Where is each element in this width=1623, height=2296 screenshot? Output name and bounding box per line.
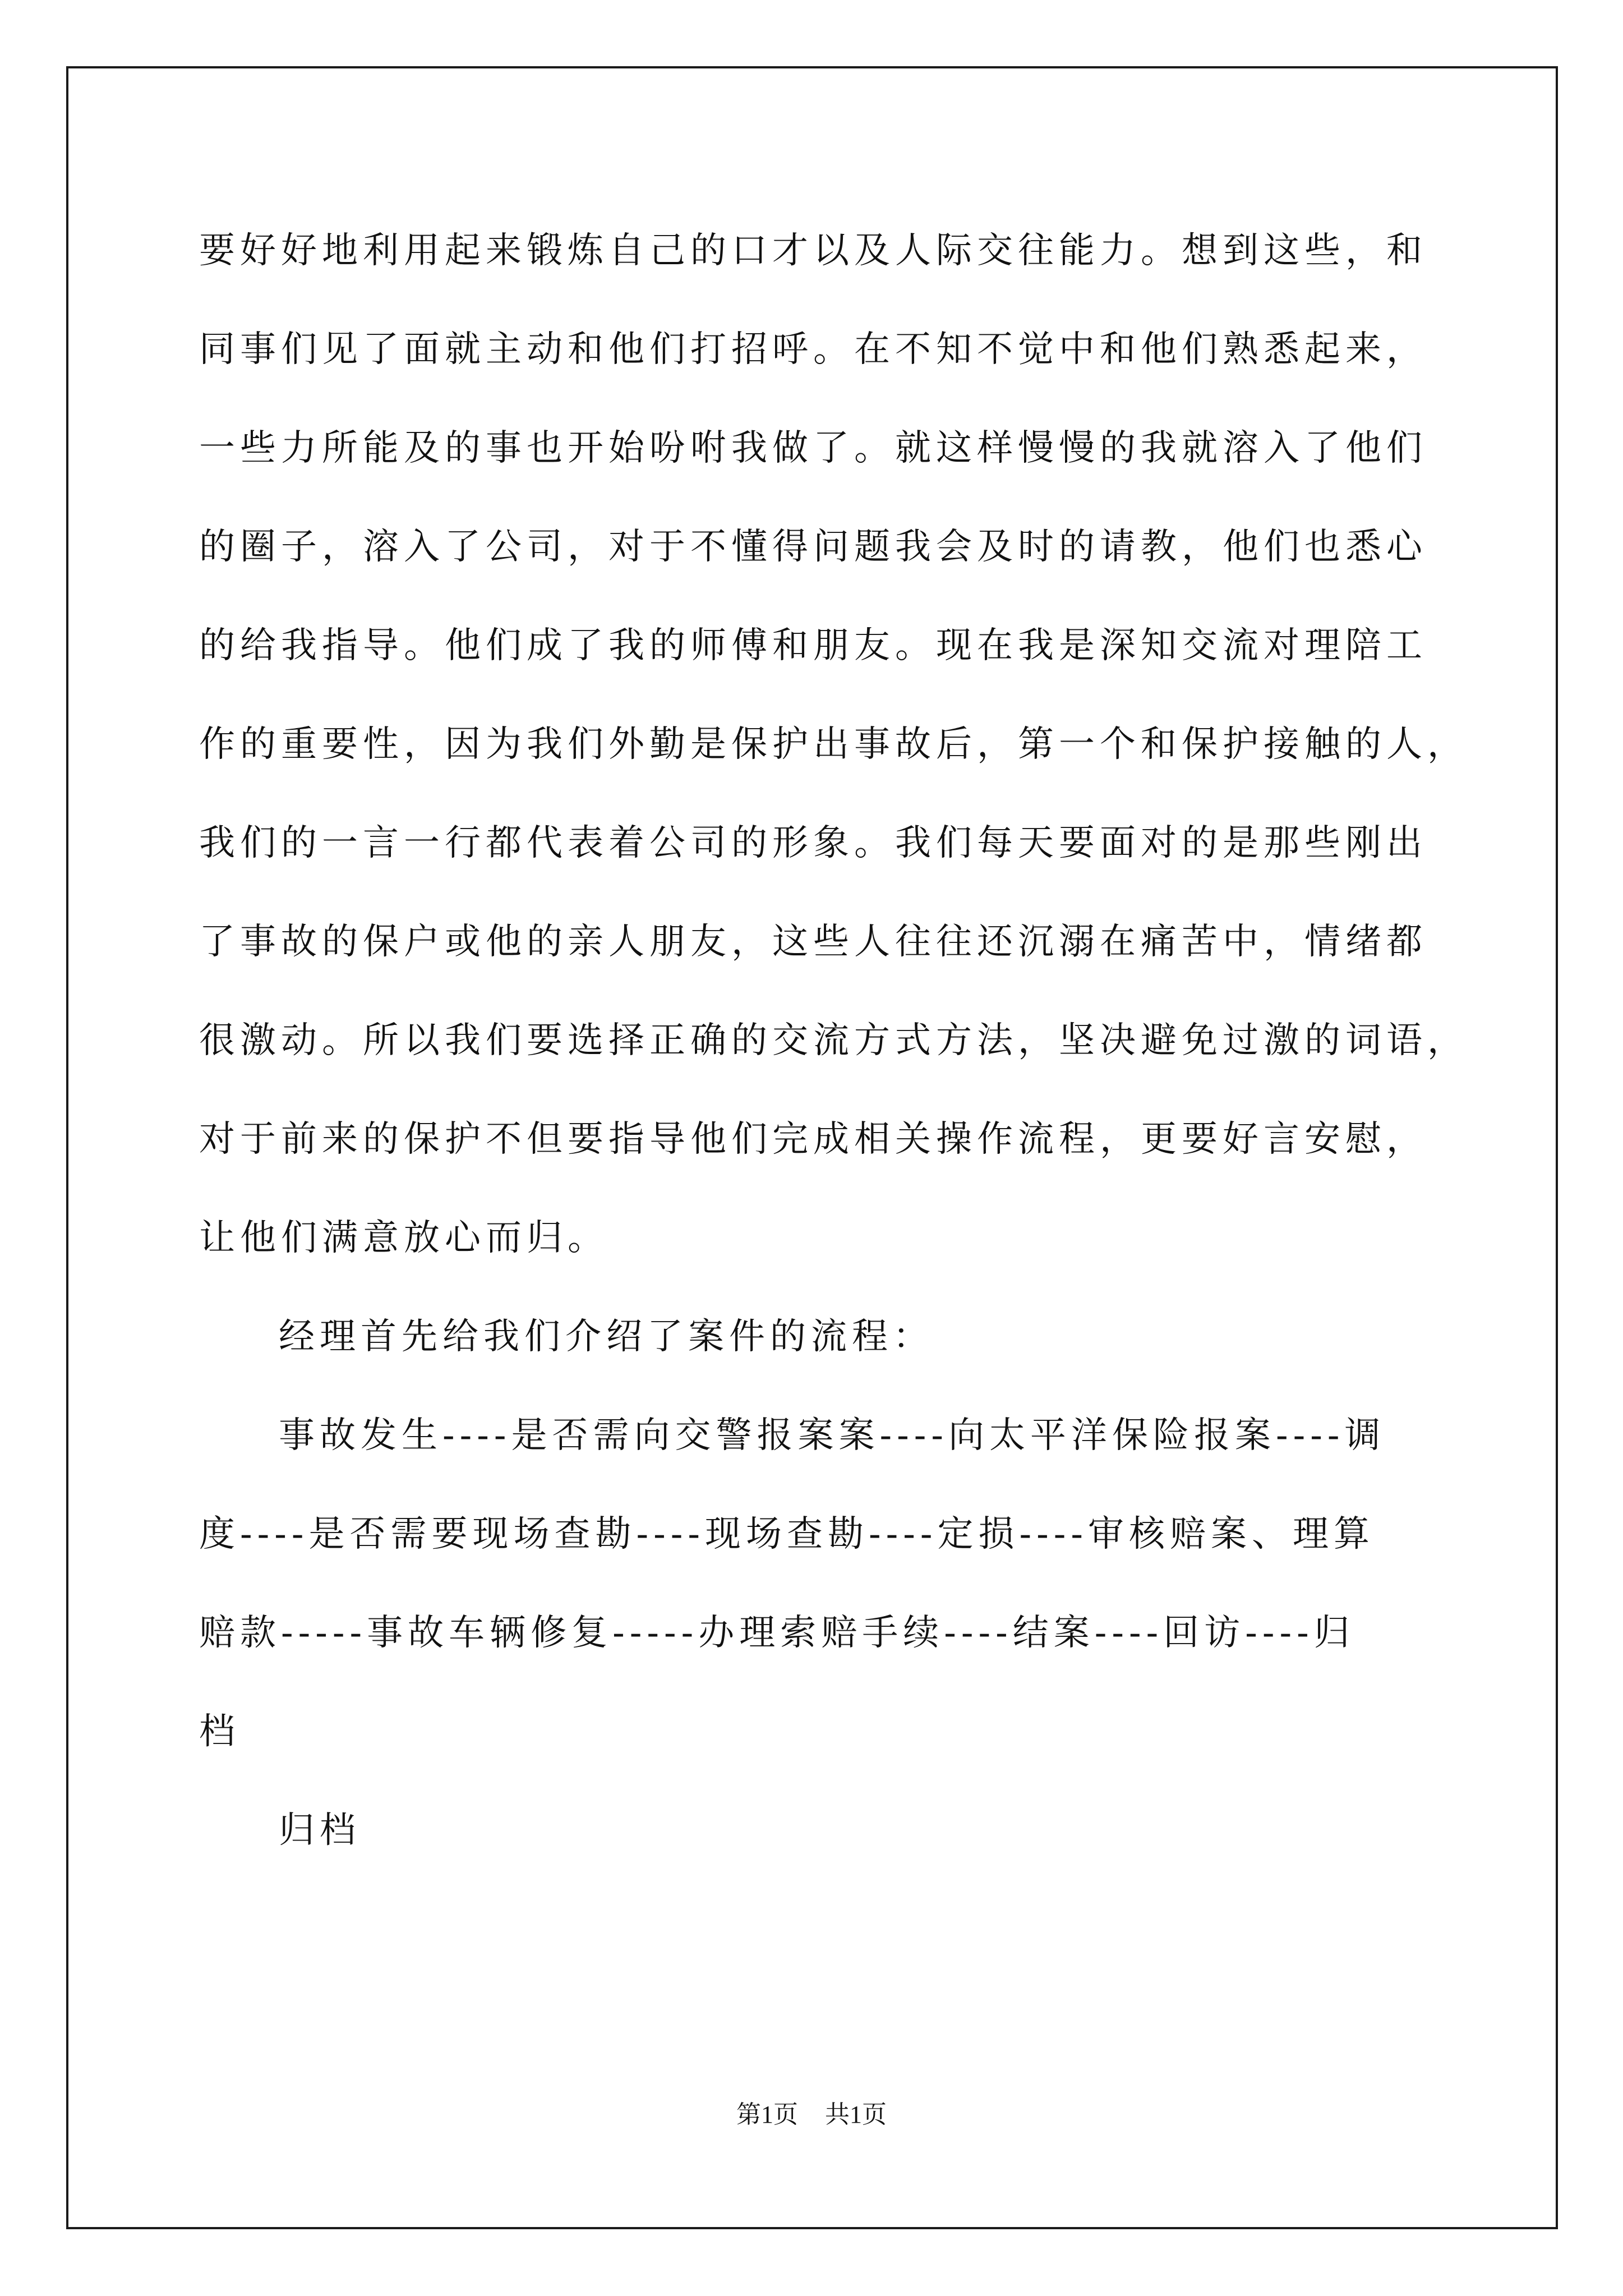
page-total: 共1页 <box>825 2101 887 2128</box>
document-body <box>199 209 1468 1887</box>
paragraph-start-line: 归档 <box>279 1810 361 1851</box>
text-line: 一些力所能及的事也开始吩咐我做了。就这样慢慢的我就溶入了他们 <box>199 427 1427 469</box>
paragraph-start-line: 事故发生----是否需向交警报案案----向太平洋保险报案----调 <box>279 1415 1386 1456</box>
text-line: 的圈子，溶入了公司，对于不懂得问题我会及时的请教，他们也悉心 <box>199 526 1427 568</box>
text-line: 的给我指导。他们成了我的师傅和朋友。现在我是深知交流对理陪工 <box>199 625 1427 666</box>
text-line: 了事故的保户或他的亲人朋友，这些人往往还沉溺在痛苦中，情绪都 <box>199 921 1427 963</box>
text-line: 度----是否需要现场查勘----现场查勘----定损----审核赔案、理算 <box>199 1513 1375 1555</box>
text-line: 同事们见了面就主动和他们打招呼。在不知不觉中和他们熟悉起来， <box>199 329 1427 370</box>
text-line: 赔款-----事故车辆修复-----办理索赔手续----结案----回访----归 <box>199 1612 1355 1654</box>
text-line: 对于前来的保护不但要指导他们完成相关操作流程，更要好言安慰， <box>199 1119 1427 1160</box>
text-line: 要好好地利用起来锻炼自己的口才以及人际交往能力。想到这些，和 <box>199 230 1427 272</box>
page-footer <box>0 2098 1623 2132</box>
text-line: 作的重要性，因为我们外勤是保护出事故后，第一个和保护接触的人， <box>199 724 1468 765</box>
text-line: 我们的一言一行都代表着公司的形象。我们每天要面对的是那些刚出 <box>199 822 1427 864</box>
text-line: 很激动。所以我们要选择正确的交流方式方法，坚决避免过激的词语， <box>199 1020 1468 1061</box>
text-line: 让他们满意放心而归。 <box>199 1217 608 1259</box>
text-line: 档 <box>199 1711 240 1752</box>
page-number: 第1页 <box>736 2101 798 2128</box>
paragraph-start-line: 经理首先给我们介绍了案件的流程： <box>279 1316 934 1358</box>
